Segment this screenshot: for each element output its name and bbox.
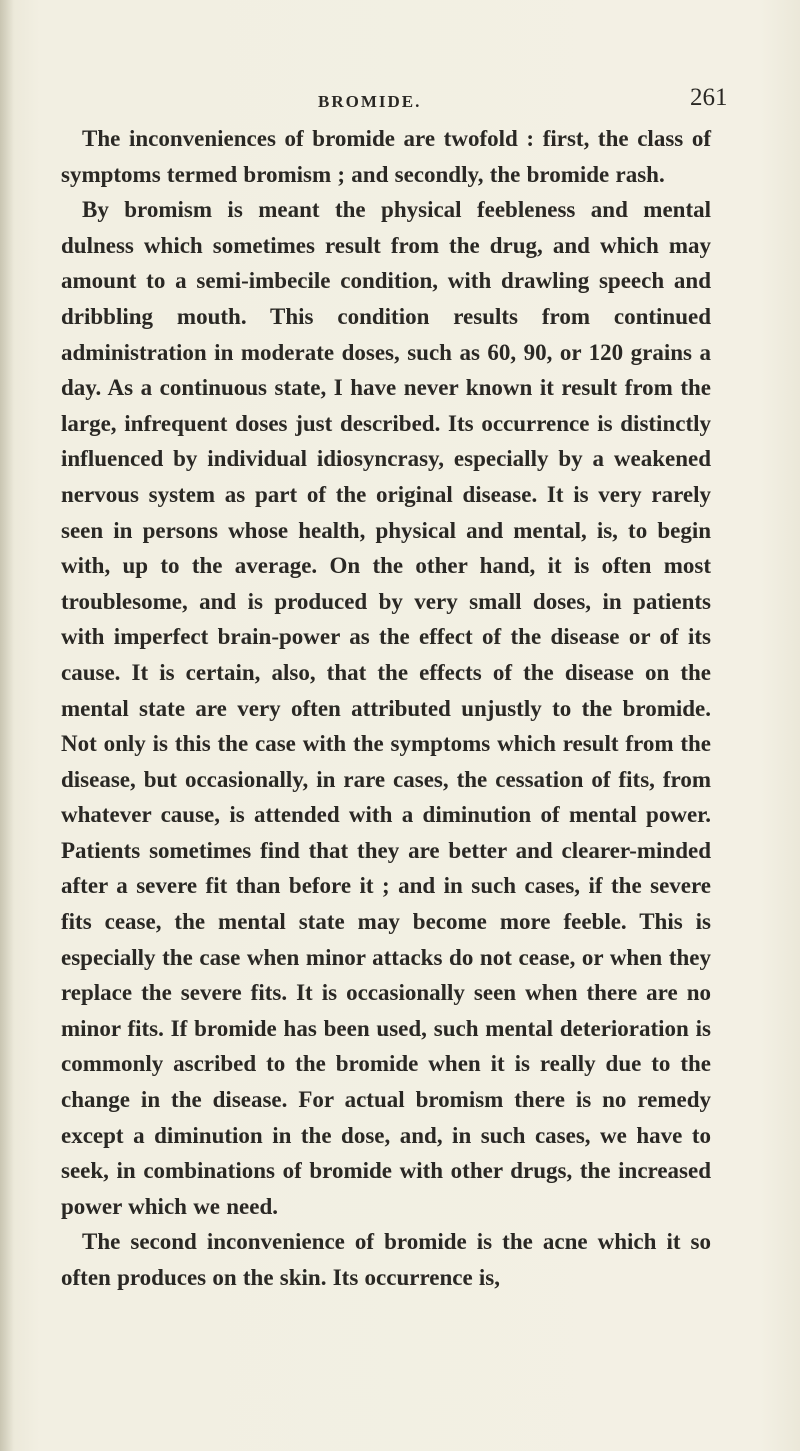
running-head: BROMIDE. — [318, 92, 422, 111]
page-header — [0, 84, 800, 120]
gutter-shadow — [0, 0, 14, 1451]
paragraph-bromism: By bromism is meant the physical feebleness and mental dulness which sometimes result from the drug, and which may amount to a semi-imbecile condition, with drawling speech and dribbling mouth. This condition results from continued administration in moderate doses, such as 60, 90, or 120 grains a day. As a continuous state, I have never known it result from the large, infrequent doses just described. Its occurrence is distinctly influenced by individual idiosyncrasy, especially by a weakened nervous system as part of the original disease. It is very rarely seen in persons whose health, physical and mental, is, to begin with, up to the average. On the other hand, it is often most troublesome, and is produced by very small doses, in patients with imperfect brain-power as the effect of the disease or of its cause. It is certain, also, that the effects of the disease on the mental state are very often attributed unjustly to the bromide. Not only is this the case with the symptoms which result from the disease, but occasionally, in rare cases, the cessation of fits, from whatever cause, is attended with a diminution of mental power. Patients sometimes find that they are better and clearer-minded after a severe fit than before it ; and in such cases, if the severe fits cease, the mental state may become more feeble. This is especially the case when minor attacks do not cease, or when they replace the severe fits. It is occasionally seen when there are no minor fits. If bromide has been used, such mental deterioration is commonly ascribed to the bromide when it is really due to the change in the disease. For actual bromism there is no remedy except a diminution in the dose, and, in such cases, we have to seek, in combinations of bromide with other drugs, the increased power which we need. — [61, 197, 711, 1219]
body-text — [61, 121, 711, 1296]
paragraph-acne: The second inconvenience of bromide is the acne which it so often produces on the skin. Its occurrence is, — [61, 1229, 711, 1290]
page-number: 261 — [690, 84, 728, 111]
paragraph-inconveniences: The inconveniences of bromide are twofold : first, the class of symptoms termed bromism ; and secondly, the bromide rash. — [61, 126, 711, 187]
